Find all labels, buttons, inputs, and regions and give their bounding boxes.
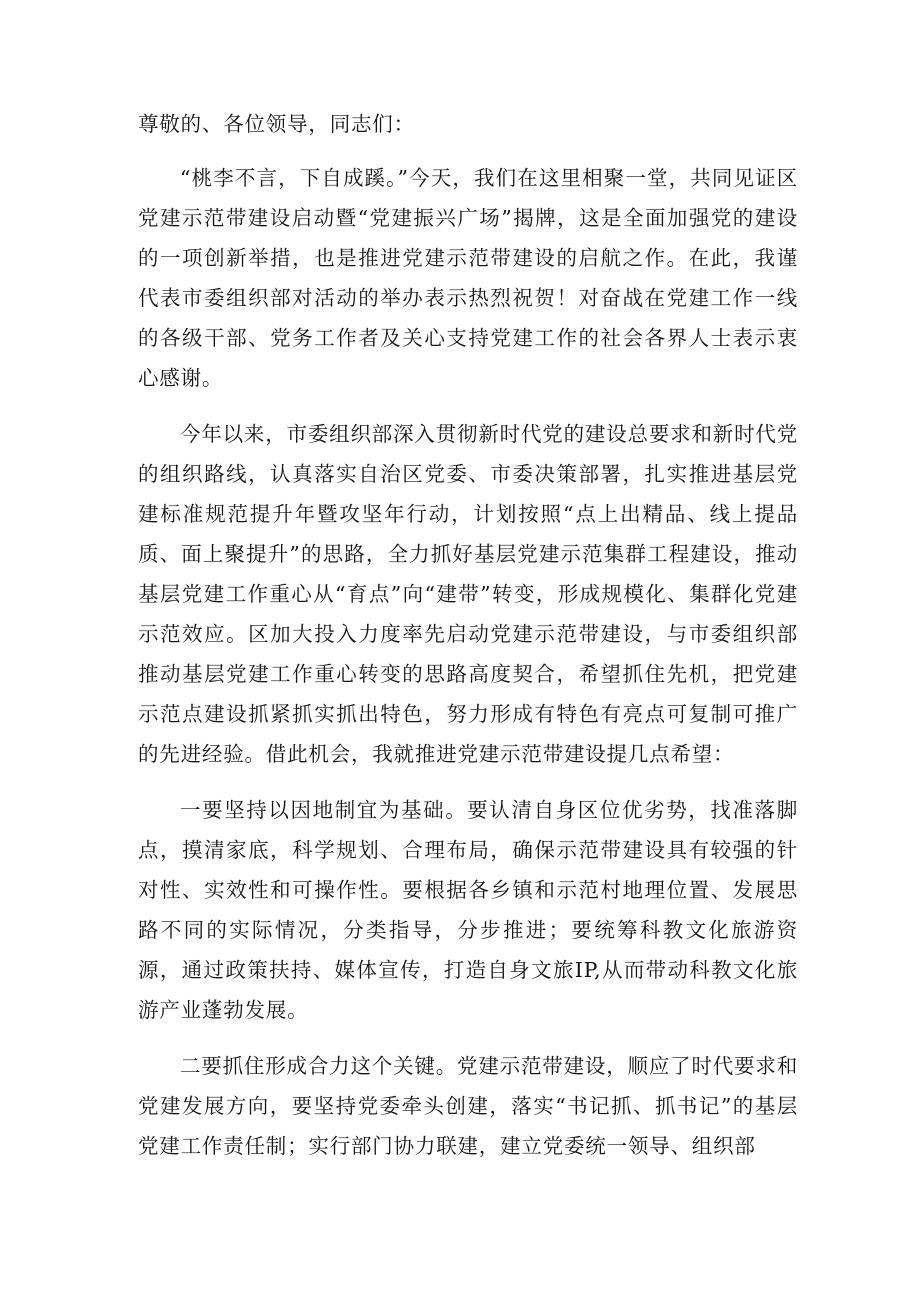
paragraph-point-two: 二要抓住形成合力这个关键。党建示范带建设，顺应了时代要求和党建发展方向，要坚持党委牵头创建，落实“书记抓、抓书记”的基层党建工作责任制；实行部门协力联建，建立党委统一领导、组织部 <box>138 1054 798 1158</box>
paragraph-opening: “桃李不言，下自成蹊。”今天，我们在这里相聚一堂，共同见证区党建示范带建设启动暨“党建振兴广场”揭牌，这是全面加强党的建设的一项创新举措，也是推进党建示范带建设的启航之作。在此，我谨代表市委组织部对活动的举办表示热烈祝贺！对奋战在党建工作一线的各级干部、党务工作者及关心支持党建工作的社会各界人士表示衷心感谢。 <box>138 166 798 390</box>
paragraph-background: 今年以来，市委组织部深入贯彻新时代党的建设总要求和新时代党的组织路线，认真落实自治区党委、市委决策部署，扎实推进基层党建标准规范提升年暨攻坚年行动，计划按照“点上出精品、线上提品质、面上聚提升”的思路，全力抓好基层党建示范集群工程建设，推动基层党建工作重心从“育点”向“建带”转变，形成规模化、集群化党建示范效应。区加大投入力度率先启动党建示范带建设，与市委组织部推动基层党建工作重心转变的思路高度契合，希望抓住先机，把党建示范点建设抓紧抓实抓出特色，努力形成有特色有亮点可复制可推广的先进经验。借此机会，我就推进党建示范带建设提几点希望： <box>138 422 798 766</box>
document-body <box>138 104 798 1182</box>
salutation: 尊敬的、各位领导，同志们： <box>138 112 415 136</box>
paragraph-point-one: 一要坚持以因地制宜为基础。要认清自身区位优劣势，找准落脚点，摸清家底，科学规划、合理布局，确保示范带建设具有较强的针对性、实效性和可操作性。要根据各乡镇和示范村地理位置、发展思路不同的实际情况，分类指导，分步推进；要统筹科教文化旅游资源，通过政策扶持、媒体宣传，打造自身文旅IP,从而带动科教文化旅游产业蓬勃发展。 <box>138 798 798 1022</box>
